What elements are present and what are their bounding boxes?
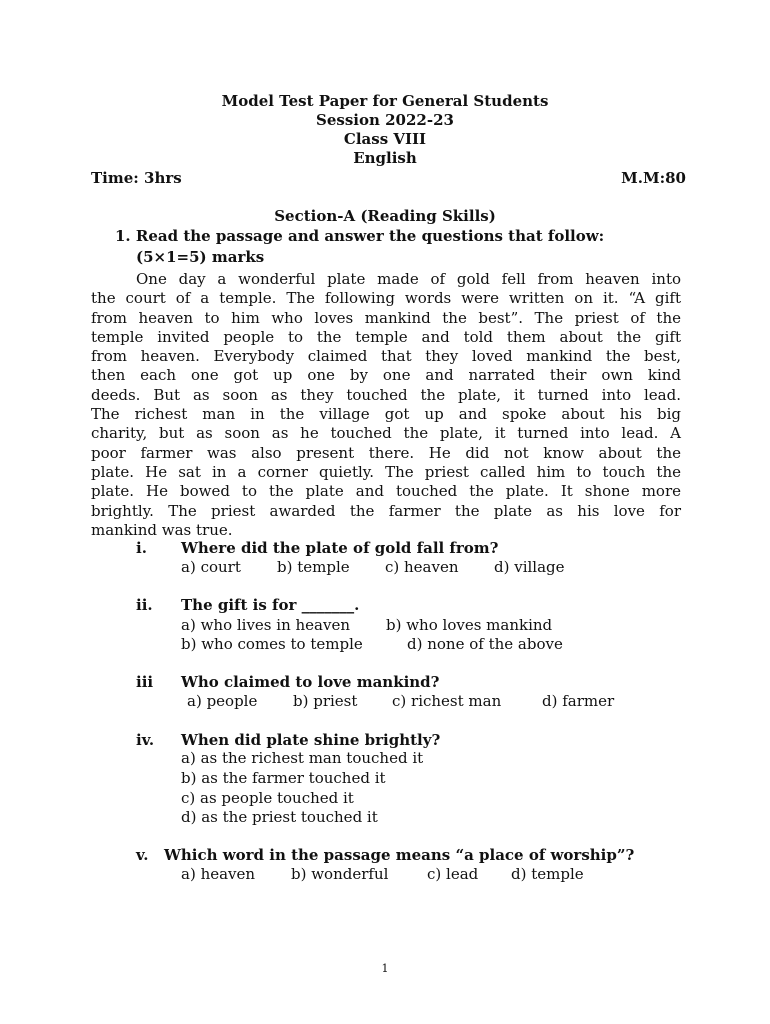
passage-line: The richest man in the village got up and spoke about his big	[91, 405, 681, 424]
passage-line: plate. He bowed to the plate and touched the plate. It shone more	[91, 482, 681, 501]
answer-option: c) richest man	[392, 692, 502, 710]
answer-option: a) as the richest man touched it	[181, 749, 424, 767]
subject-label: English	[353, 149, 417, 167]
answer-option: b) temple	[277, 558, 350, 576]
question-text: The gift is for _______.	[181, 596, 360, 614]
answer-option: a) court	[181, 558, 241, 576]
answer-option: d) village	[494, 558, 565, 576]
answer-option: d) temple	[511, 865, 584, 883]
answer-option: c) heaven	[385, 558, 459, 576]
passage-line: charity, but as soon as he touched the plate, it turned into lead. A	[91, 424, 681, 443]
passage-line: mankind was true.	[91, 520, 233, 539]
answer-option: a) who lives in heaven	[181, 616, 350, 634]
answer-option: b) who loves mankind	[386, 616, 553, 634]
question-text: Where did the plate of gold fall from?	[181, 539, 499, 557]
marks-label: (5×1=5) marks	[136, 248, 265, 266]
answer-option: a) heaven	[181, 865, 256, 883]
question-number: iv.	[136, 731, 155, 749]
passage-line: deeds. But as soon as they touched the plate, it turned into lead.	[91, 385, 681, 404]
passage-line: plate. He sat in a corner quietly. The priest called him to touch the	[91, 462, 681, 481]
answer-option: b) wonderful	[291, 865, 389, 883]
answer-option: a) people	[187, 692, 258, 710]
question-number: iii	[136, 673, 154, 691]
passage-line: from heaven. Everybody claimed that they loved mankind the best,	[91, 347, 681, 366]
question-number: ii.	[136, 596, 153, 614]
answer-option: b) who comes to temple	[181, 635, 363, 653]
section-title: Section-A (Reading Skills)	[274, 207, 496, 225]
question-text: Which word in the passage means “a place of worship”?	[164, 846, 635, 864]
question-number: v.	[136, 846, 149, 864]
answer-option: c) as people touched it	[181, 789, 354, 807]
session-label: Session 2022-23	[316, 111, 454, 129]
reading-passage	[91, 270, 681, 540]
passage-line: One day a wonderful plate made of gold fell from heaven into	[136, 270, 681, 288]
answer-option: d) farmer	[542, 692, 615, 710]
passage-line: the court of a temple. The following words were written on it. “A gift	[91, 289, 681, 308]
page-number: 1	[381, 962, 389, 975]
passage-line: poor farmer was also present there. He did not know about the	[91, 443, 681, 462]
paper-title: Model Test Paper for General Students	[221, 92, 549, 110]
answer-option: c) lead	[427, 865, 479, 883]
passage-line: temple invited people to the temple and told them about the gift	[91, 327, 681, 346]
time-label: Time: 3hrs	[91, 169, 182, 187]
question-text: When did plate shine brightly?	[181, 731, 441, 749]
answer-option: d) as the priest touched it	[181, 808, 378, 826]
answer-option: b) as the farmer touched it	[181, 769, 386, 787]
passage-line: then each one got up one by one and narrated their own kind	[91, 366, 681, 385]
passage-line: brightly. The priest awarded the farmer the plate as his love for	[91, 501, 681, 520]
question-number: i.	[136, 539, 147, 557]
question-text: Who claimed to love mankind?	[181, 673, 440, 691]
class-label: Class VIII	[343, 130, 427, 148]
question-instruction: 1. Read the passage and answer the questions that follow:	[115, 227, 605, 245]
max-marks-label: M.M:80	[621, 169, 686, 187]
answer-option: b) priest	[293, 692, 358, 710]
answer-option: d) none of the above	[407, 635, 563, 653]
passage-line: from heaven to him who loves mankind the best”. The priest of the	[91, 308, 681, 327]
